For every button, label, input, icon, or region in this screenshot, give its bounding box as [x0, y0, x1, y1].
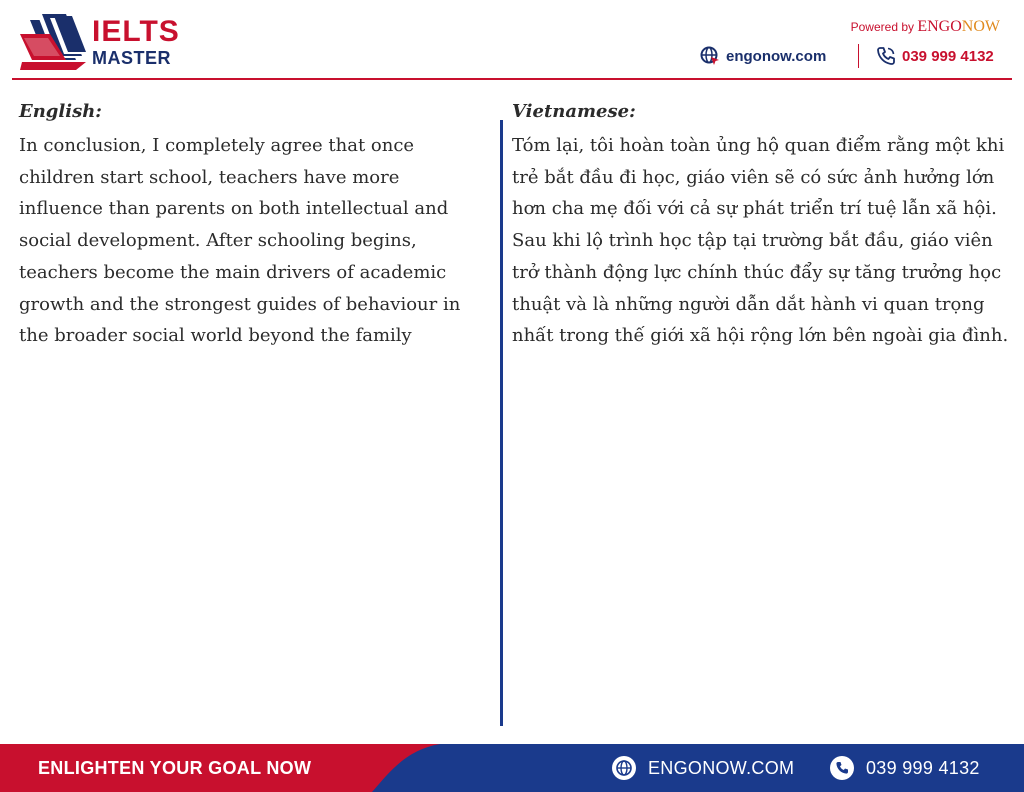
- footer-phone-text: 039 999 4132: [866, 758, 980, 778]
- page-header: [0, 0, 1024, 80]
- footer-slogan: ENLIGHTEN YOUR GOAL NOW: [38, 758, 312, 778]
- powered-by: [851, 18, 1000, 36]
- phone-icon: [830, 756, 854, 780]
- globe-icon: [612, 756, 636, 780]
- page-footer: [0, 744, 1024, 792]
- footer-website-link[interactable]: [612, 756, 794, 780]
- english-paragraph: In conclusion, I completely agree that once children start school, teachers have more influence than parents on both intellectual and social development. After schooling begins, teachers become the main drivers of academic growth and the strongest guides of behaviour in the broader social world beyond the family: [19, 135, 461, 347]
- powered-by-prefix: Powered by: [850, 20, 914, 34]
- header-contact-separator: [858, 44, 859, 68]
- header-website-link[interactable]: [700, 45, 826, 67]
- brand-part-engo: ENGO: [917, 18, 962, 35]
- header-phone-text: 039 999 4132: [902, 47, 994, 65]
- vietnamese-column: [512, 100, 1012, 352]
- english-column: [19, 100, 487, 352]
- vietnamese-paragraph: Tóm lại, tôi hoàn toàn ủng hộ quan điểm rằng một khi trẻ bắt đầu đi học, giáo viên sẽ có sức ảnh hưởng lớn hơn cha mẹ đối với cả sự phát triển trí tuệ lẫn xã hội. Sau khi lộ trình học tập tại trường bắt đầu, giáo viên trở thành động lực chính thúc đẩy sự tăng trưởng học thuật và là những người dẫn dắt hành vi quan trọng nhất trong thế giới xã hội rộng lớn bên ngoài gia đình.: [512, 135, 1009, 347]
- logo-text-ielts: IELTS: [92, 15, 180, 48]
- column-divider: [500, 120, 503, 726]
- vietnamese-heading: Vietnamese:: [512, 101, 636, 122]
- footer-phone-link[interactable]: [830, 756, 980, 780]
- header-divider-line: [12, 78, 1012, 80]
- header-website-text: engonow.com: [726, 47, 827, 65]
- brand-part-now: NOW: [961, 18, 1000, 35]
- logo-text-master: MASTER: [92, 48, 171, 68]
- logo-mark-icon: [20, 14, 90, 70]
- english-heading: English:: [19, 101, 102, 122]
- footer-website-text: ENGONOW.COM: [648, 758, 795, 778]
- engonow-brand: [917, 18, 1000, 35]
- header-phone-link[interactable]: [876, 45, 994, 67]
- globe-cursor-icon: [700, 46, 720, 66]
- ielts-master-logo[interactable]: [20, 14, 190, 70]
- phone-icon: [876, 46, 896, 66]
